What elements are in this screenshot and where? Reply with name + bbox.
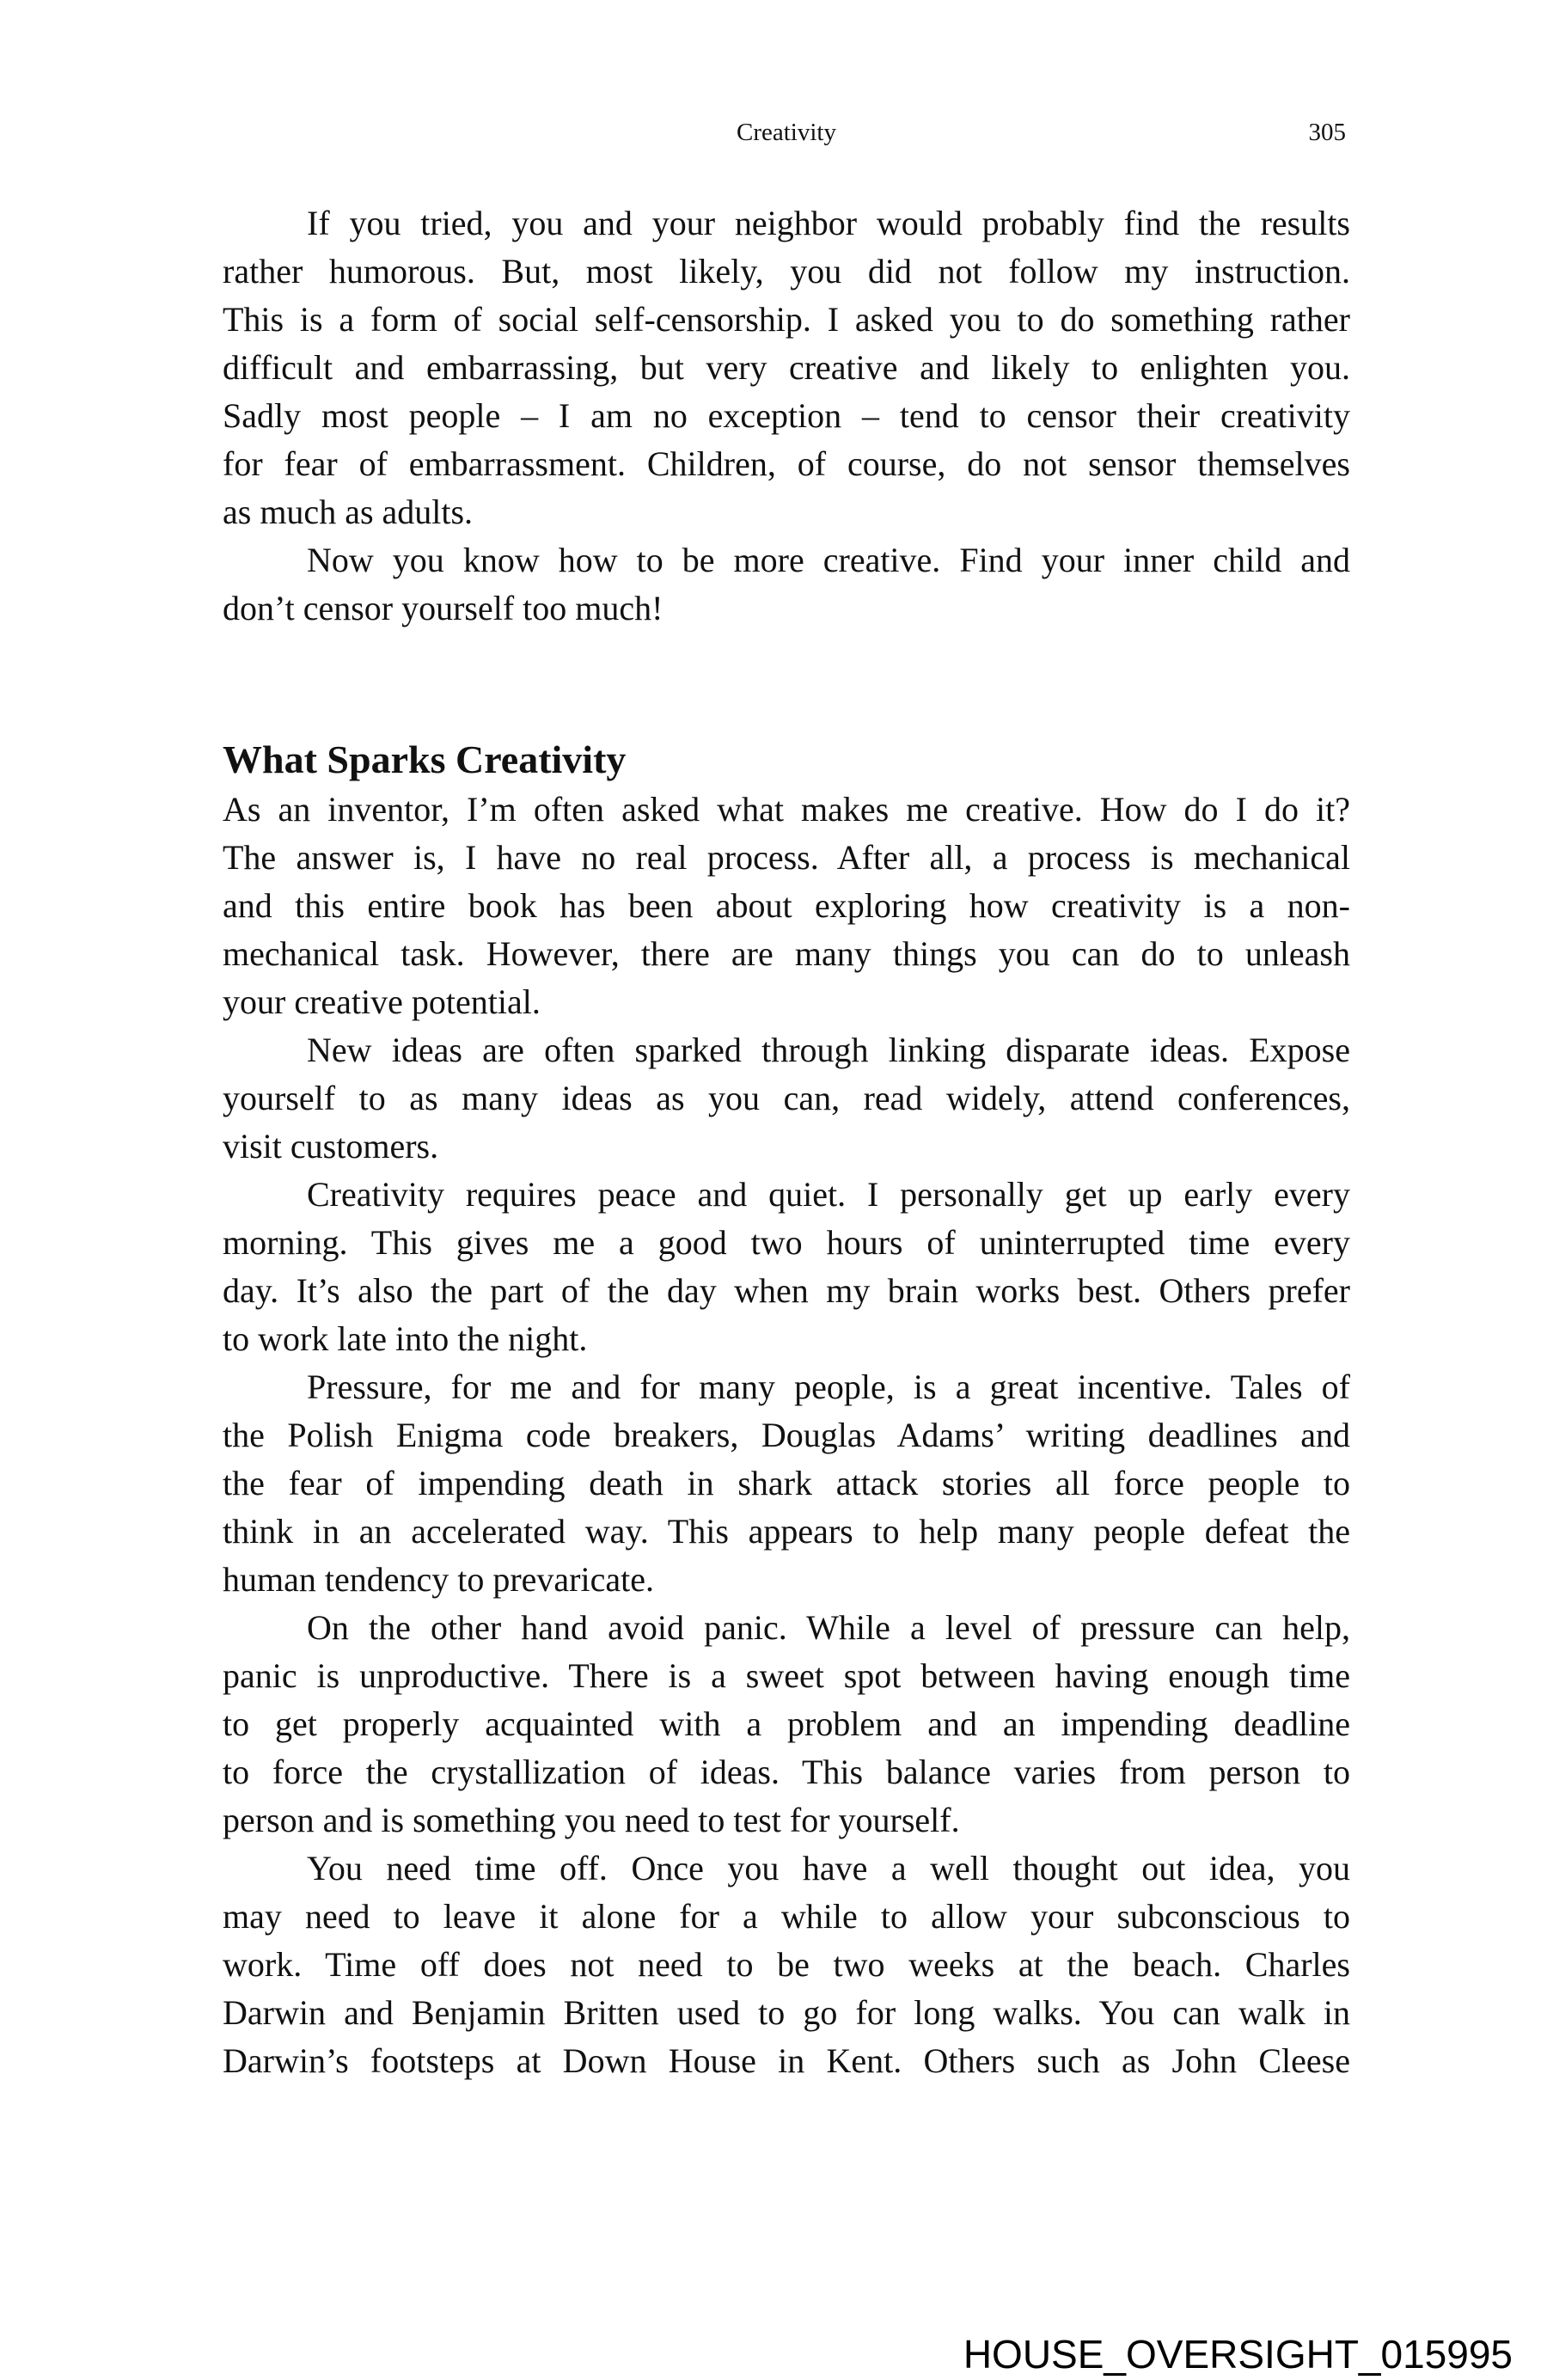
text-line: morning. This gives me a good two hours of uninterrupted time every — [223, 1223, 1350, 1262]
text-line: panic is unproductive. There is a sweet spot between having enough time — [223, 1656, 1350, 1695]
paragraph — [223, 1026, 1350, 1171]
section-heading: What Sparks Creativity — [223, 737, 627, 781]
text-line: think in an accelerated way. This appears to help many people defeat the — [223, 1512, 1350, 1551]
paragraph — [223, 1171, 1350, 1363]
running-head-title: Creativity — [737, 119, 836, 146]
text-line: visit customers. — [223, 1127, 439, 1166]
text-line: Darwin’s footsteps at Down House in Kent. Others such as John Cleese — [223, 2041, 1350, 2080]
paragraph — [223, 1604, 1350, 1845]
text-line: rather humorous. But, most likely, you did not follow my instruction. — [223, 252, 1350, 291]
text-line: You need time off. Once you have a well thought out idea, you — [307, 1849, 1350, 1887]
text-line: may need to leave it alone for a while to allow your subconscious to — [223, 1897, 1350, 1936]
paragraph — [223, 1845, 1350, 2085]
text-line: for fear of embarrassment. Children, of course, do not sensor themselves — [223, 444, 1350, 483]
bates-number: HOUSE_OVERSIGHT_015995 — [963, 2332, 1513, 2377]
paragraph — [223, 1363, 1350, 1604]
text-line: the Polish Enigma code breakers, Douglas Adams’ writing deadlines and — [223, 1416, 1350, 1454]
text-line: the fear of impending death in shark attack stories all force people to — [223, 1464, 1350, 1502]
text-line: If you tried, you and your neighbor would probably find the results — [307, 204, 1350, 242]
text-line: The answer is, I have no real process. After all, a process is mechanical — [223, 838, 1350, 877]
paragraph — [223, 536, 1350, 633]
text-line: to get properly acquainted with a problem and an impending deadline — [223, 1704, 1350, 1743]
text-line: New ideas are often sparked through linking disparate ideas. Expose — [307, 1031, 1350, 1069]
text-line: don’t censor yourself too much! — [223, 589, 663, 627]
text-line: to work late into the night. — [223, 1319, 588, 1358]
text-line: and this entire book has been about exploring how creativity is a non- — [223, 886, 1350, 925]
text-line: On the other hand avoid panic. While a level of pressure can help, — [307, 1608, 1350, 1647]
text-line: Darwin and Benjamin Britten used to go for long walks. You can walk in — [223, 1993, 1350, 2032]
page-number: 305 — [1308, 119, 1346, 146]
text-line: yourself to as many ideas as you can, read widely, attend conferences, — [223, 1079, 1350, 1117]
paragraph — [223, 786, 1350, 1026]
text-line: Sadly most people – I am no exception – tend to censor their creativity — [223, 396, 1350, 435]
paragraph — [223, 199, 1350, 536]
text-line: mechanical task. However, there are many things you can do to unleash — [223, 934, 1350, 973]
text-line: As an inventor, I’m often asked what makes me creative. How do I do it? — [223, 790, 1350, 829]
text-line: Pressure, for me and for many people, is a great incentive. Tales of — [307, 1367, 1350, 1406]
text-line: work. Time off does not need to be two weeks at the beach. Charles — [223, 1945, 1350, 1984]
text-line: as much as adults. — [223, 493, 474, 531]
text-line: Creativity requires peace and quiet. I personally get up early every — [307, 1175, 1350, 1214]
text-line: day. It’s also the part of the day when my brain works best. Others prefer — [223, 1271, 1350, 1310]
text-line: person and is something you need to test for yourself. — [223, 1801, 960, 1839]
text-line: human tendency to prevaricate. — [223, 1560, 654, 1599]
text-line: This is a form of social self-censorship. I asked you to do something rather — [223, 300, 1350, 339]
text-line: difficult and embarrassing, but very creative and likely to enlighten you. — [223, 348, 1350, 387]
text-line: Now you know how to be more creative. Find your inner child and — [307, 541, 1350, 579]
text-line: your creative potential. — [223, 982, 541, 1021]
text-line: to force the crystallization of ideas. This balance varies from person to — [223, 1753, 1350, 1791]
body-text — [223, 199, 1350, 2085]
running-head — [0, 119, 1547, 153]
